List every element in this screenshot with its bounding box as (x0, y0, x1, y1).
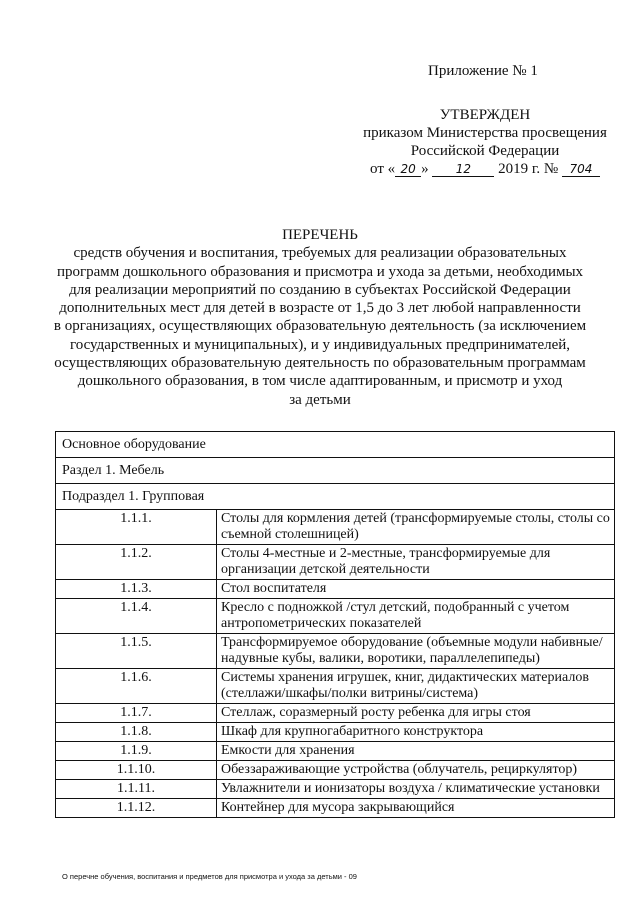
order-line-1: приказом Министерства просвещения (363, 125, 607, 141)
title-line: дошкольного образования, в том числе адаптированным, и присмотр и уход (77, 373, 563, 390)
row-number: 1.1.2. (56, 545, 217, 580)
row-number: 1.1.7. (56, 704, 217, 723)
title-line: за детьми (289, 391, 351, 408)
row-number: 1.1.11. (56, 780, 217, 799)
row-name: Увлажнители и ионизаторы воздуха / климатические установки (217, 780, 615, 799)
row-number: 1.1.5. (56, 634, 217, 669)
table-row (56, 599, 615, 634)
approval-block (360, 106, 610, 178)
date-day: 20 (395, 162, 421, 177)
row-number: 1.1.3. (56, 580, 217, 599)
title-heading: ПЕРЕЧЕНЬ (282, 227, 358, 243)
order-number: 704 (562, 162, 600, 177)
title-line: в организациях, осуществляющих образовательную деятельность (за исключением (53, 318, 587, 335)
row-name: Стеллаж, соразмерный росту ребенка для игры стоя (217, 704, 615, 723)
row-number: 1.1.6. (56, 669, 217, 704)
title-line: дополнительных мест для детей в возрасте от 1,5 до 3 лет любой направленности (59, 300, 581, 317)
approved-title: УТВЕРЖДЕН (439, 107, 531, 123)
row-name: Кресло с подножкой /стул детский, подобранный с учетом антропометрических показателей (217, 599, 615, 634)
row-number: 1.1.1. (56, 510, 217, 545)
table-row (56, 510, 615, 545)
row-number: 1.1.4. (56, 599, 217, 634)
date-month: 12 (432, 162, 494, 177)
date-prefix: от « (370, 161, 396, 177)
subsection-group: Подраздел 1. Групповая (56, 484, 615, 510)
row-number: 1.1.9. (56, 742, 217, 761)
title-line: государственных и муниципальных), и у индивидуальных предпринимателей, (69, 336, 571, 353)
title-line: программ дошкольного образования и присмотра и ухода за детьми, необходимых (56, 263, 584, 280)
table-row (56, 723, 615, 742)
row-name: Столы для кормления детей (трансформируемые столы, столы со съемной столешницей) (217, 510, 615, 545)
page-footer: О перечне обучения, воспитания и предметов для присмотра и ухода за детьми - 09 (62, 872, 357, 881)
section-equipment: Основное оборудование (56, 432, 615, 458)
equipment-table (55, 431, 615, 818)
row-name: Столы 4-местные и 2-местные, трансформируемые для организации детской деятельности (217, 545, 615, 580)
table-row (56, 704, 615, 723)
table-row (56, 761, 615, 780)
title-line: осуществляющих образовательную деятельность по образовательным программам (54, 355, 586, 372)
section-row (56, 458, 615, 484)
order-line-2: Российской Федерации (410, 143, 560, 159)
title-line: средств обучения и воспитания, требуемых для реализации образовательных (73, 245, 567, 262)
table-row (56, 545, 615, 580)
table-row (56, 799, 615, 818)
row-number: 1.1.10. (56, 761, 217, 780)
row-name: Шкаф для крупногабаритного конструктора (217, 723, 615, 742)
order-date-line (360, 160, 610, 178)
document-title (40, 226, 600, 409)
table-row (56, 634, 615, 669)
table-row (56, 742, 615, 761)
date-year: 2019 г. № (498, 161, 559, 177)
row-name: Емкости для хранения (217, 742, 615, 761)
row-name: Стол воспитателя (217, 580, 615, 599)
row-number: 1.1.12. (56, 799, 217, 818)
section-furniture: Раздел 1. Мебель (56, 458, 615, 484)
row-name: Контейнер для мусора закрывающийся (217, 799, 615, 818)
section-row (56, 484, 615, 510)
title-line: для реализации мероприятий по созданию в субъектах Российской Федерации (69, 281, 571, 298)
row-name: Трансформируемое оборудование (объемные модули набивные/ надувные кубы, валики, воротики, параллелепипеды) (217, 634, 615, 669)
row-number: 1.1.8. (56, 723, 217, 742)
row-name: Системы хранения игрушек, книг, дидактических материалов (стеллажи/шкафы/полки витрины/система) (217, 669, 615, 704)
section-row (56, 432, 615, 458)
row-name: Обеззараживающие устройства (облучатель, рециркулятор) (217, 761, 615, 780)
appendix-label: Приложение № 1 (428, 63, 538, 79)
table-row (56, 580, 615, 599)
table-row (56, 669, 615, 704)
date-mid: » (421, 161, 429, 177)
table-row (56, 780, 615, 799)
